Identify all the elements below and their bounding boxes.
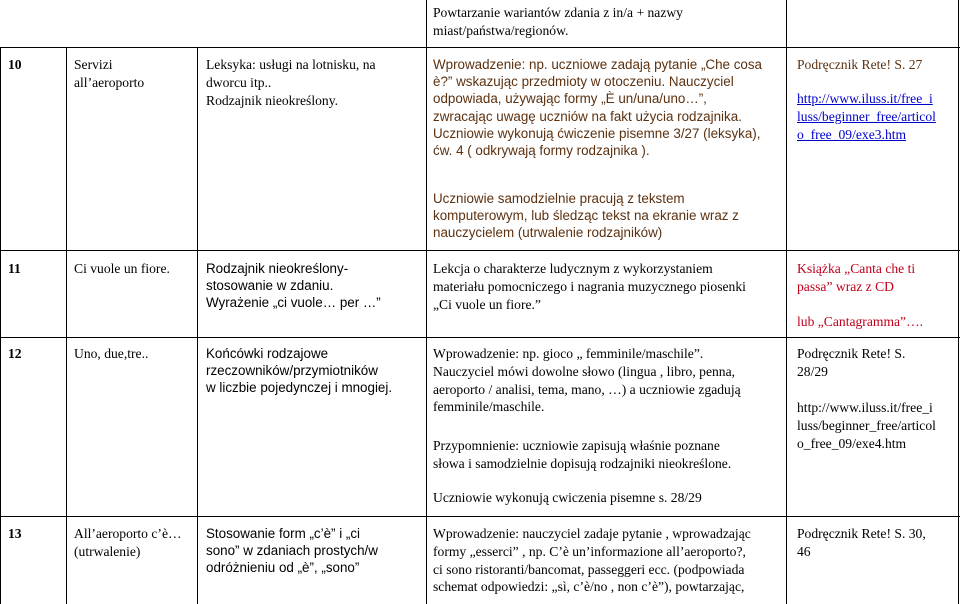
text-line: Uczniowie samodzielnie pracują z tekstem (433, 191, 685, 206)
text-line: stosowanie w zdaniu. (206, 278, 334, 294)
text-line: komputerowym, lub śledząc tekst na ekranie wraz z (433, 208, 739, 224)
text-line: Uczniowie wykonują cwiczenia pisemne s. 28/29 (433, 490, 702, 505)
text-line: ćw. 4 ( odkrywają formy rodzajnika ). (433, 143, 650, 159)
content-cell (206, 345, 392, 397)
text-line: materiału pomocniczego i nagrania muzycznego piosenki (433, 278, 746, 294)
resource-cell (797, 525, 926, 561)
text-line: Rodzajnik nieokreślony- (206, 261, 349, 276)
activity-cell (433, 260, 746, 313)
text-line: Nauczyciel mówi dowolne słowo (lingua , libro, penna, (433, 363, 736, 379)
text-line: Rodzajnik nieokreślony. (206, 92, 339, 108)
text-line: All’aeroporto c’è… (74, 526, 182, 541)
text-line: è?” wskazując przedmioty w otoczeniu. Nauczyciel (433, 74, 734, 90)
resource-link[interactable]: o_free_09/exe4.htm (797, 435, 907, 451)
resource-cell (797, 56, 922, 74)
text-line: Podręcznik Rete! S. 30, (797, 526, 926, 541)
resource-cell (797, 345, 905, 381)
content-cell (206, 260, 381, 312)
topic-cell (74, 56, 144, 92)
topic-cell (74, 345, 148, 363)
activity-cell (433, 56, 762, 159)
resource-link[interactable]: luss/beginner_free/articol (797, 108, 936, 124)
text-line: rzeczowników/przymiotników (206, 363, 378, 379)
activity-cell (433, 190, 739, 242)
text-line: zwracając uwagę uczniów na fakt użycia rodzajnika. (433, 108, 742, 124)
text-line: Podręcznik Rete! S. (797, 346, 906, 361)
text-line: Końcówki rodzajowe (206, 346, 329, 361)
row-number: 13 (8, 526, 22, 541)
activity-cell (433, 345, 741, 416)
text-line: aeroporto / analisi, tema, mano, …) a uczniowie zgadują (433, 381, 741, 397)
text-line: (utrwalenie) (74, 543, 141, 559)
text-line: „Ci vuole un fiore.” (433, 296, 541, 312)
text-line: Uczniowie wykonują ćwiczenie pisemne 3/27 (leksyka), (433, 125, 761, 141)
text-line: Leksyka: usługi na lotnisku, na (206, 57, 376, 72)
text-line: formy „esserci” , np. C’è un’informazione all’aeroporto?, (433, 543, 746, 559)
row-divider (0, 516, 960, 517)
column-divider (958, 0, 959, 604)
text-line: Książka „Canta che ti (797, 261, 916, 276)
text-line: Stosowanie form „c’è” i „ci (206, 526, 361, 541)
resource-link[interactable]: http://www.iluss.it/free_i (797, 91, 933, 106)
resource-cell (797, 313, 923, 331)
text-line: Ci vuole un fiore. (74, 261, 170, 276)
column-divider (426, 0, 427, 604)
text-line: nauczycielem (utrwalenie rodzajników) (433, 225, 663, 241)
row-number: 10 (8, 57, 22, 72)
link-cell (797, 90, 936, 143)
text-line: 46 (797, 543, 811, 559)
activity-cell (433, 525, 751, 596)
column-divider (197, 47, 198, 604)
content-cell (206, 56, 376, 109)
topic-cell (74, 260, 170, 278)
text-line: słowa i samodzielnie dopisują rodzajniki nieokreślone. (433, 455, 732, 471)
content-cell (206, 525, 378, 577)
row-divider (0, 250, 960, 251)
text-line: odpowiada, używając formy „È un/una/uno…”, (433, 91, 707, 107)
text-line: schemat odpowiedzi: „sì, c’è/no , non c’è”), powtarzając, (433, 579, 745, 595)
column-divider (0, 47, 1, 604)
activity-cell (433, 437, 731, 473)
text-line: Przypomnienie: uczniowie zapisują właśnie poznane (433, 438, 720, 453)
text-line: odróżnieniu od „è”, „sono” (206, 560, 360, 576)
text-line: sono” w zdaniach prostych/w (206, 543, 378, 559)
row-number: 12 (8, 346, 22, 361)
text-line: Podręcznik Rete! S. 27 (797, 57, 923, 72)
text-line: w liczbie pojedynczej i mnogiej. (206, 380, 393, 396)
column-divider (66, 47, 67, 604)
topic-cell (74, 525, 182, 561)
column-divider (786, 0, 787, 604)
text-line: Uno, due,tre.. (74, 346, 149, 361)
text-line: miast/państwa/regionów. (433, 22, 569, 38)
row-number: 11 (8, 261, 21, 276)
resource-link[interactable]: http://www.iluss.it/free_i (797, 400, 933, 415)
text-line: ci sono ristoranti/bancomat, passeggeri ecc. (podpowiada (433, 561, 745, 577)
text-line: Wyrażenie „ci vuole… per …” (206, 295, 381, 311)
text-line: Powtarzanie wariantów zdania z in/a + nazwy (433, 5, 683, 20)
text-line: dworcu itp.. (206, 74, 272, 90)
text-line: all’aeroporto (74, 74, 145, 90)
text-line: Lekcja o charakterze ludycznym z wykorzystaniem (433, 261, 713, 276)
row-divider (0, 337, 960, 338)
text-line: Wprowadzenie: np. uczniowe zadają pytanie „Che cosa (433, 57, 762, 72)
resource-cell (797, 260, 915, 296)
resource-link[interactable]: o_free_09/exe3.htm (797, 126, 907, 142)
text-line: Servizi (74, 57, 113, 72)
text-line: passa” wraz z CD (797, 278, 895, 294)
text-line: lub „Cantagramma”…. (797, 314, 924, 329)
link-cell (797, 399, 936, 452)
activity-cell (433, 4, 683, 40)
text-line: Wprowadzenie: np. gioco „ femminile/maschile”. (433, 346, 704, 361)
row-divider (0, 47, 960, 48)
activity-cell (433, 489, 702, 507)
text-line: femminile/maschile. (433, 399, 545, 415)
resource-link[interactable]: luss/beginner_free/articol (797, 417, 936, 433)
text-line: 28/29 (797, 363, 828, 379)
text-line: Wprowadzenie: nauczyciel zadaje pytanie , wprowadzając (433, 526, 751, 541)
